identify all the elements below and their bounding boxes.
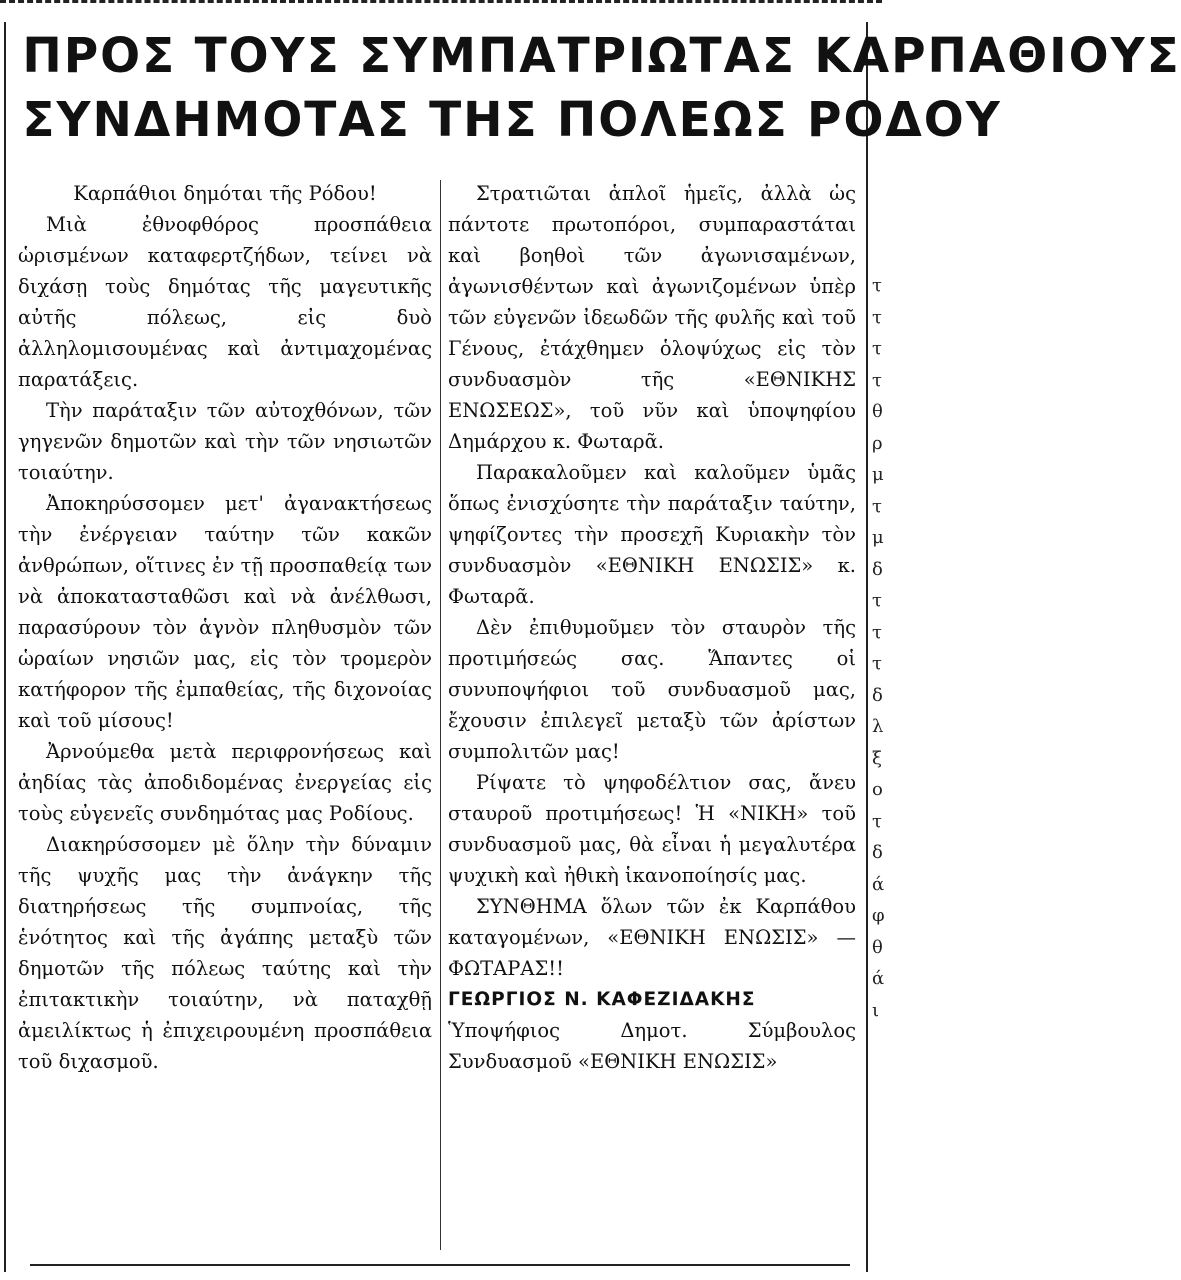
edge-letter: τ: [872, 590, 882, 611]
edge-letter: μ: [872, 464, 884, 485]
edge-letter: ά: [872, 968, 885, 989]
bottom-rule: [30, 1264, 850, 1266]
signature-title: Ὑποψήφιος Δημοτ. Σύμβουλος Συνδυασμοῦ «ΕΘΝΙΚΗ ΕΝΩΣΙΣ»: [448, 1019, 856, 1073]
edge-letter: ά: [872, 873, 885, 895]
salutation: Καρπάθιοι δημόται τῆς Ρόδου!: [73, 182, 377, 205]
headline-line-1: ΠΡΟΣ ΤΟΥΣ ΣΥΜΠΑΤΡΙΩΤΑΣ ΚΑΡΠΑΘΙΟΥΣ: [22, 28, 1181, 84]
adjacent-column-fragment: [872, 270, 884, 1260]
paragraph: Μιὰ ἐθνοφθόρος προσπάθεια ὡρισμένων καταφερτζήδων, τείνει νὰ διχάσῃ τοὺς δημότας τῆς μαγευτικῆς αὐτῆς πόλεως, εἰς δυὸ ἀλληλομισουμένας καὶ ἀντιμαχομένας παρατάξεις.: [18, 213, 432, 391]
edge-letter: ξ: [872, 747, 882, 769]
signature-name: ΓΕΩΡΓΙΟΣ Ν. ΚΑΦΕΖΙΔΑΚΗΣ: [448, 989, 756, 1010]
edge-letter: δ: [872, 684, 883, 706]
paragraph: Τὴν παράταξιν τῶν αὐτοχθόνων, τῶν γηγενῶν δημοτῶν καὶ τὴν τῶν νησιωτῶν τοιαύτην.: [18, 399, 432, 484]
edge-letter: δ: [872, 558, 883, 580]
edge-letter: φ: [872, 905, 885, 926]
right-column: [448, 178, 856, 1253]
paragraph: Διακηρύσσομεν μὲ ὅλην τὴν δύναμιν τῆς ψυχῆς μας τὴν ἀνάγκην τῆς διατηρήσεως τῆς συμπνοίας, τῆς ἑνότητος καὶ τῆς ἀγάπης μεταξὺ τῶν δημοτῶν τῆς πόλεως ταύτης καὶ τὴν ἐπιτακτικὴν τοιαύτην, νὰ παταχθῇ ἀμειλίκτως ἡ ἐπιχειρουμένη προσπάθεια τοῦ διχασμοῦ.: [18, 833, 432, 1073]
paragraph: Στρατιῶται ἁπλοῖ ἡμεῖς, ἀλλὰ ὡς πάντοτε πρωτοπόροι, συμπαραστάται καὶ βοηθοὶ τῶν ἀγωνισαμένων, ἀγωνισθέντων καὶ ἀγωνιζομένων ὑπὲρ τῶν εὐγενῶν ἰδεωδῶν τῆς φυλῆς καὶ τοῦ Γένους, ἐτάχθημεν ὁλοψύχως εἰς τὸν συνδυασμὸν τῆς «ΕΘΝΙΚΗΣ ΕΝΩΣΕΩΣ», τοῦ νῦν καὶ ὑποψηφίου Δημάρχου κ. Φωταρᾶ.: [448, 182, 856, 453]
edge-letter: τ: [872, 306, 882, 328]
edge-letter: δ: [872, 842, 883, 863]
edge-letter: τ: [872, 275, 882, 296]
right-border-rule: [866, 22, 868, 1272]
edge-letter: τ: [872, 495, 882, 517]
left-border-rule: [4, 22, 6, 1272]
edge-letter: ι: [872, 999, 880, 1021]
edge-letter: ο: [872, 779, 883, 800]
edge-letter: τ: [872, 621, 882, 643]
edge-letter: τ: [872, 810, 882, 832]
paragraph: Ἀρνούμεθα μετὰ περιφρονήσεως καὶ ἀηδίας τὰς ἀποδιδομένας ἐνεργείας εἰς τοὺς εὐγενεῖς συνδημότας μας Ροδίους.: [18, 740, 432, 825]
edge-letter: τ: [872, 338, 882, 359]
headline: [22, 24, 1181, 164]
edge-letter: τ: [872, 369, 882, 391]
headline-line-2: ΣΥΝΔΗΜΟΤΑΣ ΤΗΣ ΠΟΛΕΩΣ ΡΟΔΟΥ: [22, 92, 1002, 148]
paragraph: Παρακαλοῦμεν καὶ καλοῦμεν ὑμᾶς ὅπως ἐνισχύσητε τὴν παράταξιν ταύτην, ψηφίζοντες τὴν προσεχῆ Κυριακὴν τὸν συνδυασμὸν «ΕΘΝΙΚΗ ΕΝΩΣΙΣ» κ. Φωταρᾶ.: [448, 461, 856, 608]
edge-letter: θ: [872, 401, 883, 422]
paragraph: Ρίψατε τὸ ψηφοδέλτιον σας, ἄνευ σταυροῦ προτιμήσεως! Ἡ «ΝΙΚΗ» τοῦ συνδυασμοῦ μας, θὰ εἶναι ἡ μεγαλυτέρα ψυχικὴ καὶ ἠθικὴ ἱκανοποίησίς μας.: [448, 771, 856, 887]
paragraph: Ἀποκηρύσσομεν μετ' ἀγανακτήσεως τὴν ἐνέργειαν ταύτην τῶν κακῶν ἀνθρώπων, οἵτινες ἐν τῇ προσπαθείᾳ των νὰ ἀποκατασταθῶσι καὶ νὰ ἀνέλθωσι, παρασύρουν τὸν ἁγνὸν πληθυσμὸν τῶν ὡραίων νησιῶν μας, εἰς τὸν τρομερὸν κατήφορον τῆς ἐμπαθείας, τῆς διχονοίας καὶ τοῦ μίσους!: [18, 492, 432, 732]
slogan-paragraph: ΣΥΝΘΗΜΑ ὅλων τῶν ἐκ Καρπάθου καταγομένων, «ΕΘΝΙΚΗ ΕΝΩΣΙΣ» — ΦΩΤΑΡΑΣ!!: [448, 895, 856, 980]
column-divider: [440, 180, 441, 1250]
top-dashed-rule: [0, 0, 882, 15]
edge-letter: τ: [872, 653, 882, 674]
edge-letter: λ: [872, 716, 884, 737]
edge-letter: θ: [872, 936, 883, 958]
edge-letter: μ: [872, 527, 884, 548]
left-column: [18, 178, 432, 1253]
paragraph: Δὲν ἐπιθυμοῦμεν τὸν σταυρὸν τῆς προτιμήσεώς σας. Ἅπαντες οἱ συνυποψήφιοι τοῦ συνδυασμοῦ μας, ἔχουσιν ἐπιλεγεῖ μεταξὺ τῶν ἀρίστων συμπολιτῶν μας!: [448, 616, 856, 763]
edge-letter: ρ: [872, 432, 883, 454]
